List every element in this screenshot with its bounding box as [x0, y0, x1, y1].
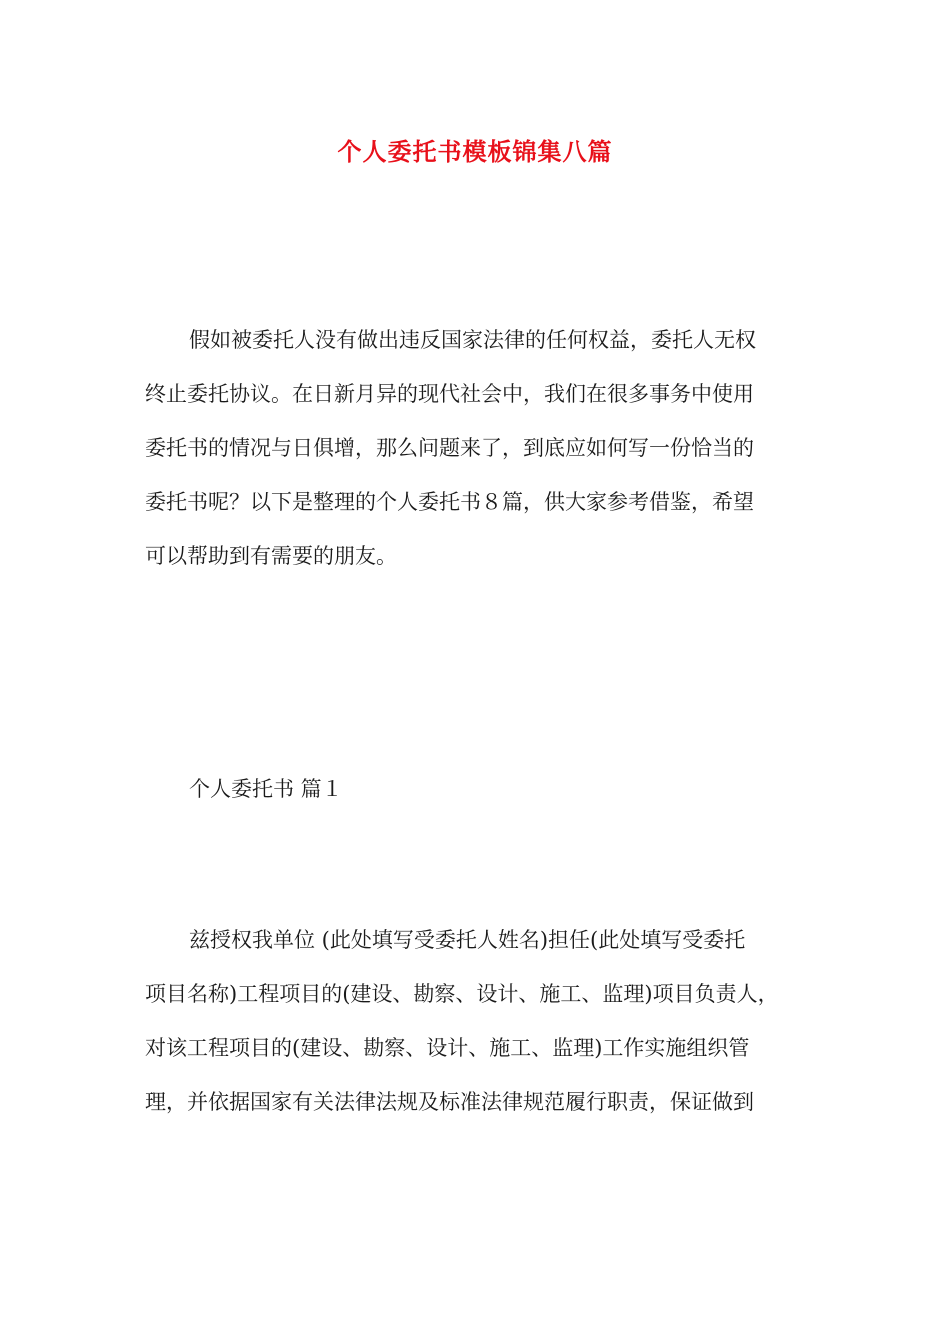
paragraph-line: 兹授权我单位 (此处填写受委托人姓名)担任(此处填写受委托: [189, 928, 746, 952]
paragraph-line: 终止委托协议。在日新月异的现代社会中，我们在很多事务中使用: [145, 382, 754, 406]
paragraph-line: 委托书呢？以下是整理的个人委托书８篇，供大家参考借鉴，希望: [145, 490, 754, 514]
paragraph-line: 可以帮助到有需要的朋友。: [145, 544, 397, 568]
body-paragraph: [145, 913, 815, 1129]
paragraph-line: 理，并依据国家有关法律法规及标准法律规范履行职责，保证做到: [145, 1090, 754, 1114]
intro-paragraph: [145, 313, 815, 583]
paragraph-line: 项目名称)工程项目的(建设、勘察、设计、施工、监理)项目负责人，: [145, 982, 779, 1006]
section-heading: 个人委托书 篇１: [189, 777, 343, 801]
paragraph-line: 对该工程项目的(建设、勘察、设计、施工、监理)工作实施组织管: [145, 1036, 750, 1060]
document-title: 个人委托书模板锦集八篇: [337, 137, 613, 166]
paragraph-line: 委托书的情况与日俱增，那么问题来了，到底应如何写一份恰当的: [145, 436, 754, 460]
paragraph-line: 假如被委托人没有做出违反国家法律的任何权益，委托人无权: [189, 328, 756, 352]
